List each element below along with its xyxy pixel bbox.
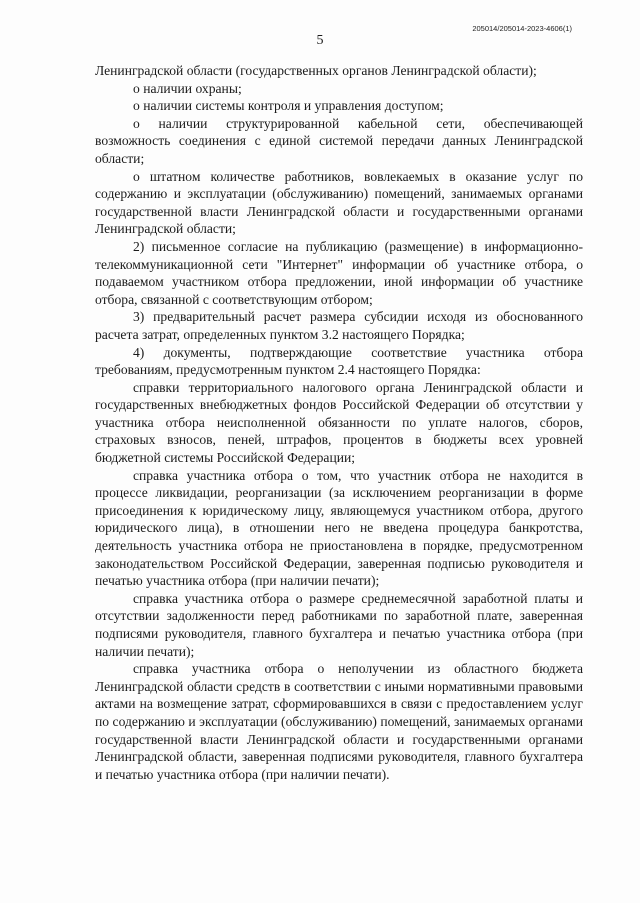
paragraph: о наличии структурированной кабельной сети, обеспечивающей возможность соединения с единой системой передачи данных Ленинградской области; bbox=[95, 115, 583, 166]
page-number: 5 bbox=[316, 33, 324, 48]
paragraph: Ленинградской области (государственных органов Ленинградской области); bbox=[95, 63, 537, 78]
document-id: 205014/205014-2023-4606(1) bbox=[472, 24, 572, 33]
paragraph: 2) письменное согласие на публикацию (размещение) в информационно-телекоммуникационной сети "Интернет" информации об участнике отбора, о подаваемом участником отбора предложении, иной информации об участнике отбора, связанной с соответствующим отбором; bbox=[95, 238, 583, 307]
paragraph: о наличии системы контроля и управления доступом; bbox=[133, 98, 444, 114]
document-body bbox=[95, 62, 583, 783]
paragraph: о наличии охраны; bbox=[133, 80, 242, 96]
paragraph: справка участника отбора о размере среднемесячной заработной платы и отсутствии задолженности перед работниками по заработной плате, заверенная подписями руководителя, главного бухгалтера и печатью участника отбора (при наличии печати); bbox=[95, 590, 583, 659]
paragraph: 4) документы, подтверждающие соответствие участника отбора требованиям, предусмотренным пунктом 2.4 настоящего Порядка: bbox=[95, 344, 583, 378]
paragraph: справка участника отбора о том, что участник отбора не находится в процессе ликвидации, реорганизации (за исключением реорганизации в форме присоединения к юридическому лицу, являющемуся участником отбора, другого юридического лица), в отношении него не введена процедура банкротства, деятельность участника отбора не приостановлена в порядке, предусмотренном законодательством Российской Федерации, заверенная подписью руководителя и печатью участника отбора (при наличии печати); bbox=[95, 467, 583, 589]
paragraph: 3) предварительный расчет размера субсидии исходя из обоснованного расчета затрат, определенных пунктом 3.2 настоящего Порядка; bbox=[95, 309, 583, 342]
paragraph: о штатном количестве работников, вовлекаемых в оказание услуг по содержанию и эксплуатации (обслуживанию) помещений, занимаемых органами государственной власти Ленинградской области и государственными органами Ленинградской области; bbox=[95, 168, 583, 237]
paragraph: справка участника отбора о неполучении из областного бюджета Ленинградской области средств в соответствии с иными нормативными правовыми актами на возмещение затрат, сформировавшихся в связи с предоставлением услуг по содержанию и эксплуатации (обслуживанию) помещений, занимаемых органами государственной власти Ленинградской области и государственными органами Ленинградской области, заверенная подписями руководителя, главного бухгалтера и печатью участника отбора (при наличии печати). bbox=[95, 661, 583, 782]
paragraph: справки территориального налогового органа Ленинградской области и государственных внебюджетных фондов Российской Федерации об отсутствии у участника отбора неисполненной обязанности по уплате налогов, сборов, страховых взносов, пеней, штрафов, процентов в бюджеты всех уровней бюджетной системы Российской Федерации; bbox=[95, 379, 583, 466]
